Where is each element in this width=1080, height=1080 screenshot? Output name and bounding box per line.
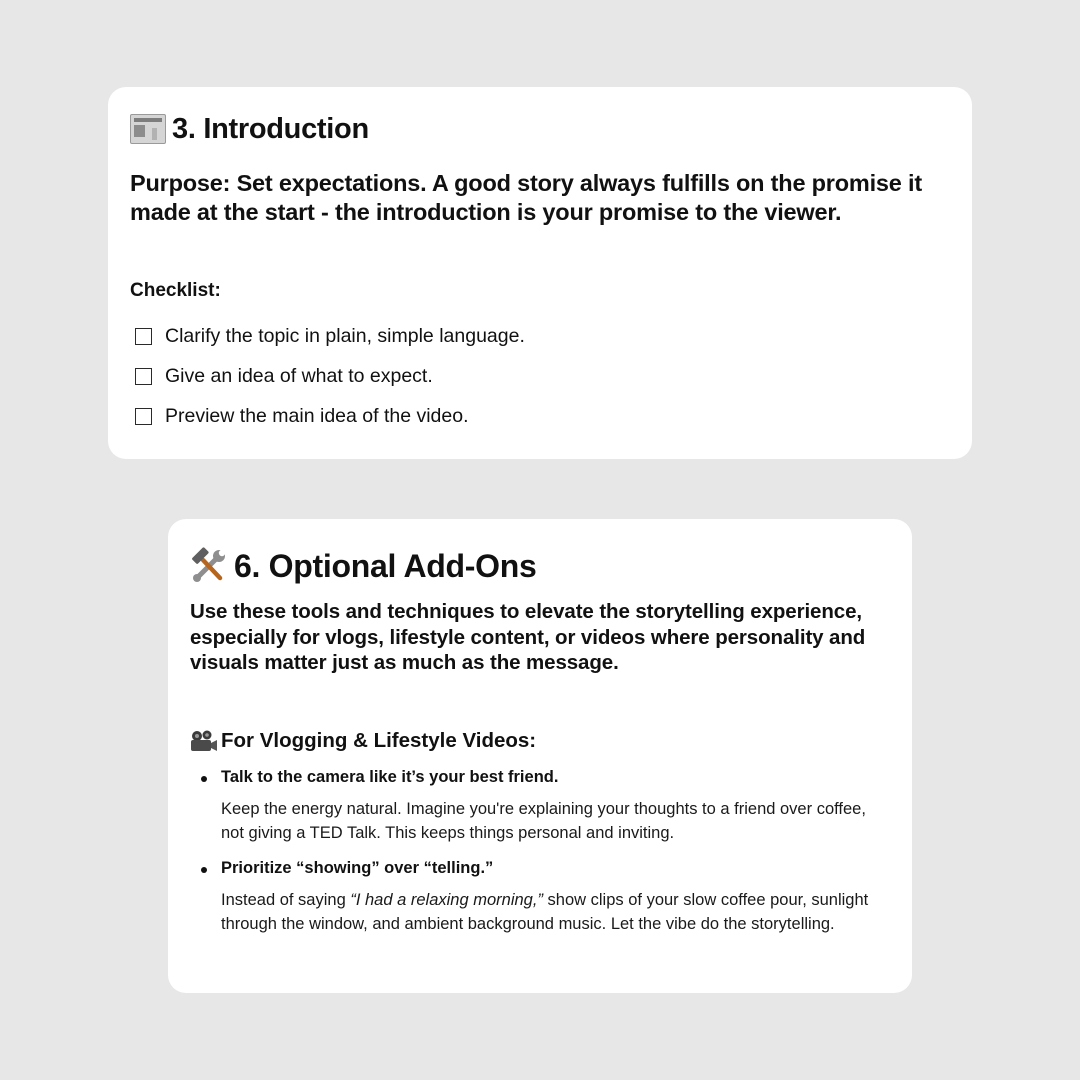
tips-list	[190, 766, 890, 937]
checkbox-icon[interactable]	[135, 408, 152, 425]
checklist-item[interactable]	[135, 356, 950, 396]
checklist-item[interactable]	[135, 396, 950, 436]
tip-title: Prioritize “showing” over “telling.”	[221, 858, 494, 877]
introduction-title: 3. Introduction	[172, 112, 369, 145]
tip-body: Keep the energy natural. Imagine you're explaining your thoughts to a friend over coffee, not giving a TED Talk. This keeps things personal and inviting.	[221, 799, 866, 842]
list-item	[190, 857, 890, 937]
introduction-card	[108, 87, 972, 459]
introduction-heading	[130, 109, 950, 149]
checkbox-icon[interactable]	[135, 368, 152, 385]
tip-body-suffix: show clips of your slow coffee pour, sunlight through the window, and ambient background music. Let the vibe do the storytelling.	[221, 890, 869, 933]
newspaper-icon	[130, 114, 166, 144]
checklist-item[interactable]	[135, 316, 950, 356]
introduction-purpose: Purpose: Set expectations. A good story always fulfills on the promise it made at the start - the introduction is your promise to the viewer.	[130, 170, 922, 225]
bullet-icon	[201, 776, 207, 782]
list-item	[190, 766, 890, 846]
tip-body-prefix: Instead of saying	[221, 890, 351, 909]
vlogging-section-heading	[190, 726, 890, 756]
checklist	[135, 316, 950, 436]
checklist-item-label: Clarify the topic in plain, simple language.	[165, 324, 525, 347]
addons-description: Use these tools and techniques to elevate the storytelling experience, especially for vlogs, lifestyle content, or videos where personality and visuals matter just as much as the message.	[190, 600, 866, 674]
hammer-and-wrench-icon	[190, 547, 228, 585]
tip-body	[221, 888, 890, 937]
checklist-label: Checklist:	[130, 280, 221, 301]
movie-camera-icon	[190, 730, 218, 752]
addons-title: 6. Optional Add-Ons	[234, 547, 537, 584]
checklist-item-label: Give an idea of what to expect.	[165, 364, 433, 387]
vlogging-section-title: For Vlogging & Lifestyle Videos:	[221, 728, 537, 752]
checkbox-icon[interactable]	[135, 328, 152, 345]
tip-body-quote: “I had a relaxing morning,”	[350, 890, 543, 909]
checklist-item-label: Preview the main idea of the video.	[165, 404, 469, 427]
optional-addons-card	[168, 519, 912, 993]
bullet-icon	[201, 867, 207, 873]
tip-title: Talk to the camera like it’s your best friend.	[221, 767, 559, 786]
addons-heading	[190, 545, 890, 587]
